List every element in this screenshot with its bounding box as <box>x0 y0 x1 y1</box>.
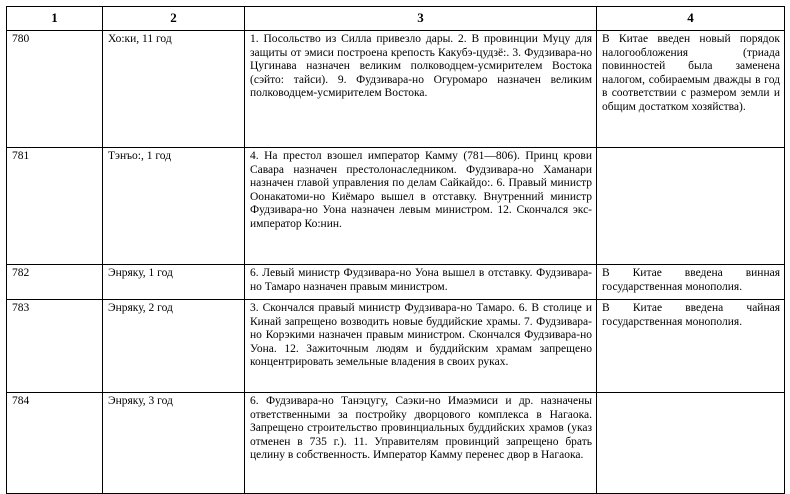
cell-events: 6. Фудзивара-но Танэцугу, Саэки-но Имаэмиси и др. назначены ответственными за постройку дворцового комплекса в Нагаока. Запрещено строительство провинциальных буддийских храмов (указ отменен в 735 г.). 11. Управителям провинций запрещено брать целину в собственность. Император Камму перенес двор в Нагаока. <box>245 393 597 494</box>
cell-china <box>597 148 785 265</box>
chronology-table <box>6 6 785 494</box>
table-header <box>7 7 785 31</box>
table-row <box>7 300 785 393</box>
column-header-3: 3 <box>245 7 597 31</box>
cell-era: Хо:ки, 11 год <box>103 31 245 148</box>
table-row <box>7 393 785 494</box>
cell-events: 4. На престол взошел император Камму (781—806). Принц крови Савара назначен престолонаследником. Фудзивара-но Хаманари назначен главой управления по делам Сайкайдо:. 6. Правый министр Оонакатоми-но Киёмаро вышел в отставку. Внутренний министр Фудзивара-но Уона назначен левым министром. 12. Скончался экс-император Ко:нин. <box>245 148 597 265</box>
column-header-2: 2 <box>103 7 245 31</box>
header-row <box>7 7 785 31</box>
cell-era: Тэнъо:, 1 год <box>103 148 245 265</box>
table-row <box>7 265 785 300</box>
cell-events: 1. Посольство из Силла привезло дары. 2. В провинции Муцу для защиты от эмиси построена крепость Какубэ-цудзё:. 3. Фудзивара-но Цугинава назначен великим полководцем-усмирителем Востока (сэйто: тайси). 9. Фудзивара-но Огуромаро назначен великим полководцем-усмирителем Востока. <box>245 31 597 148</box>
column-header-1: 1 <box>7 7 103 31</box>
cell-era: Энряку, 2 год <box>103 300 245 393</box>
table-row <box>7 148 785 265</box>
cell-era: Энряку, 1 год <box>103 265 245 300</box>
cell-china: В Китае введена винная государственная монополия. <box>597 265 785 300</box>
cell-china: В Китае введен новый порядок налогообложения (триада повинностей была заменена налогом, собираемым дважды в год в соответствии с размером земли и общим достатком хозяйства). <box>597 31 785 148</box>
cell-era: Энряку, 3 год <box>103 393 245 494</box>
cell-year: 780 <box>7 31 103 148</box>
cell-china: В Китае введена чайная государственная монополия. <box>597 300 785 393</box>
cell-year: 782 <box>7 265 103 300</box>
cell-year: 783 <box>7 300 103 393</box>
cell-events: 3. Скончался правый министр Фудзивара-но Тамаро. 6. В столице и Кинай запрещено возводить новые буддийские храмы. 7. Фудзивара-но Корэкими назначен правым министром. Скончался Фудзивара-но Уона. 12. Зажиточным людям и буддийским храмам запрещено концентрировать земельные владения в своих руках. <box>245 300 597 393</box>
table-body <box>7 31 785 494</box>
cell-china <box>597 393 785 494</box>
cell-year: 781 <box>7 148 103 265</box>
column-header-4: 4 <box>597 7 785 31</box>
cell-year: 784 <box>7 393 103 494</box>
cell-events: 6. Левый министр Фудзивара-но Уона вышел в отставку. Фудзивара-но Тамаро назначен правым министром. <box>245 265 597 300</box>
table-row <box>7 31 785 148</box>
